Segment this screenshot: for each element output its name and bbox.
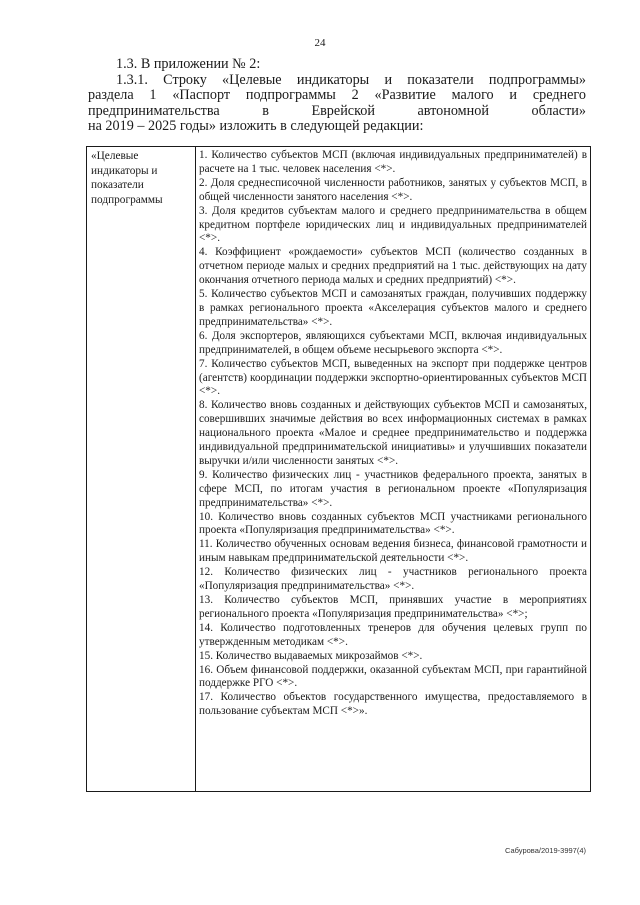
page-number: 24 — [314, 37, 326, 49]
document-code: Сабурова/2019-3997(4) — [505, 846, 586, 855]
table-right-cell — [199, 149, 587, 719]
table-column-divider — [195, 147, 196, 791]
indicator-item: 7. Количество субъектов МСП, выведенных на экспорт при поддержке центров (агентств) координации поддержки экспортно-ориентированных субъектов МСП <*>. — [199, 357, 587, 398]
indicator-item: 12. Количество физических лиц - участников регионального проекта «Популяризация предпринимательства» <*>. — [199, 566, 587, 593]
intro-paragraph-line-3: предпринимательства в Еврейской автономной области» — [88, 102, 586, 119]
indicator-item: 13. Количество субъектов МСП, принявших участие в мероприятиях регионального проекта «Популяризация предпринимательства» <*>; — [199, 594, 587, 620]
indicator-item: 5. Количество субъектов МСП и самозанятых граждан, получивших поддержку в рамках регионального проекта «Акселерация субъектов малого и среднего предпринимательства» <*>. — [199, 288, 587, 328]
indicator-item: 14. Количество подготовленных тренеров для обучения целевых групп по утвержденным методикам <*>. — [199, 621, 587, 648]
intro-heading: 1.3. В приложении № 2: — [116, 56, 261, 72]
intro-text — [88, 57, 586, 135]
indicator-item: 11. Количество обученных основам ведения бизнеса, финансовой грамотности и иным навыкам предпринимательской деятельности <*>. — [199, 538, 587, 565]
indicator-item: 17. Количество объектов государственного имущества, предоставляемого в пользование субъектам МСП <*>». — [199, 691, 587, 718]
intro-paragraph-line-1: 1.3.1. Строку «Целевые индикаторы и показатели подпрограммы» — [116, 71, 586, 88]
indicators-table — [86, 146, 591, 792]
indicator-item: 4. Коэффициент «рождаемости» субъектов МСП (количество созданных в отчетном периоде малых и средних предприятий на 1 тыс. действующих на дату окончания отчетного периода малых и средних предприятий) <*>. — [199, 246, 587, 287]
intro-paragraph-line-2: раздела 1 «Паспорт подпрограммы 2 «Развитие малого и среднего — [88, 87, 586, 103]
indicator-item: 6. Доля экспортеров, являющихся субъектами МСП, включая индивидуальных предпринимателей, в общем объеме несырьевого экспорта <*>. — [199, 329, 587, 356]
indicator-item: 2. Доля среднесписочной численности работников, занятых у субъектов МСП, в общей численности занятого населения <*>. — [199, 176, 587, 203]
indicator-item: 16. Объем финансовой поддержки, оказанной субъектам МСП, при гарантийной поддержке РГО <*>. — [199, 663, 587, 690]
indicator-item: 15. Количество выдаваемых микрозаймов <*>. — [199, 649, 423, 662]
indicator-item: 3. Доля кредитов субъектам малого и среднего предпринимательства в общем кредитном портфеле юридических лиц и индивидуальных предпринимателей <*>. — [199, 204, 587, 245]
table-left-cell: «Целевые индикаторы и показатели подпрограммы — [91, 150, 163, 206]
indicator-item: 1. Количество субъектов МСП (включая индивидуальных предпринимателей) в расчете на 1 тыс. человек населения <*>. — [199, 149, 587, 175]
intro-paragraph-line-4: на 2019 – 2025 годы» изложить в следующей редакции: — [88, 118, 424, 134]
indicator-item: 9. Количество физических лиц - участников федерального проекта, занятых в сфере МСП, по итогам участия в региональном проекте «Популяризация предпринимательства» <*>. — [199, 468, 587, 509]
indicator-item: 8. Количество вновь созданных и действующих субъектов МСП и самозанятых, совершивших значимые действия во всех информационных системах в рамках национального проекта «Малое и среднее предпринимательство и поддержка индивидуальной предпринимательской инициативы» и улучшивших показатели выручки и/или численности занятых <*>. — [199, 399, 587, 467]
indicator-item: 10. Количество вновь созданных субъектов МСП участниками регионального проекта «Популяризация предпринимательства» <*>. — [199, 510, 587, 537]
